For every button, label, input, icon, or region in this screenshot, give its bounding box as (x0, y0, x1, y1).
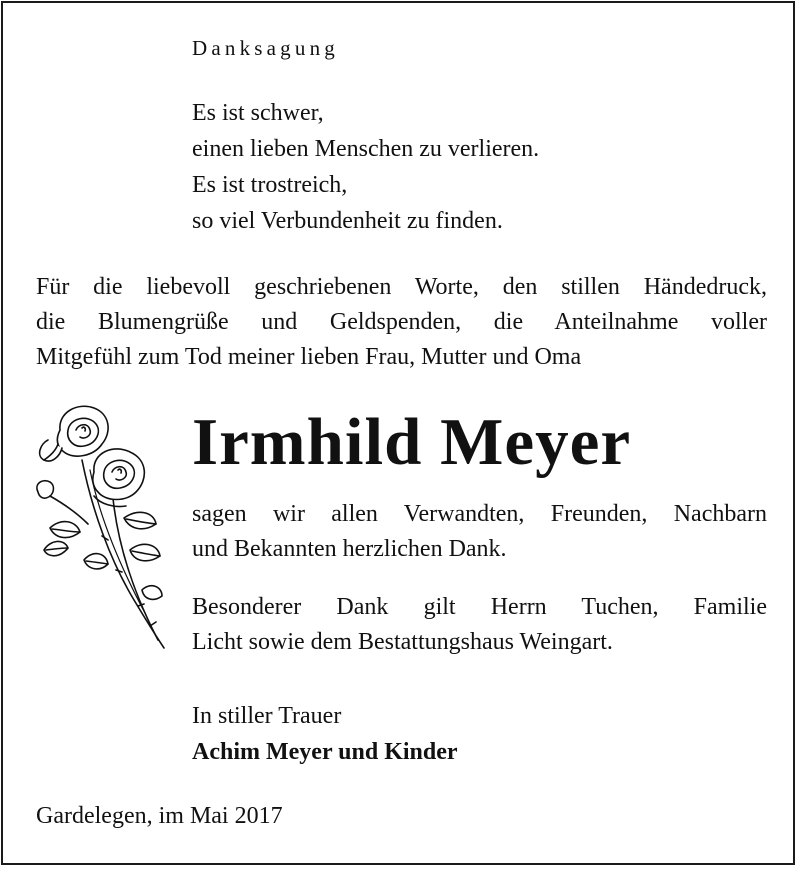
special-thanks-paragraph (192, 590, 767, 660)
closing (192, 698, 458, 770)
closing-phrase: In stiller Trauer (192, 703, 342, 729)
signature: Achim Meyer und Kinder (192, 739, 458, 765)
intro-line: Mitgefühl zum Tod meiner lieben Frau, Mutter und Oma (36, 344, 582, 370)
poem-line: einen lieben Menschen zu verlieren. (192, 136, 540, 162)
intro-paragraph (36, 270, 767, 375)
poem-line: Es ist schwer, (192, 100, 324, 126)
thanks-paragraph (192, 497, 767, 567)
rose-icon (30, 400, 178, 652)
special-thanks-line: Licht sowie dem Bestattungshaus Weingart. (192, 629, 613, 655)
thanks-line: und Bekannten herzlichen Dank. (192, 536, 507, 562)
special-thanks-line: Besonderer Dank gilt Herrn Tuchen, Familie (192, 594, 767, 620)
deceased-name: Irmhild Meyer (192, 405, 632, 479)
notice-heading: Danksagung (192, 36, 339, 60)
thanks-line: sagen wir allen Verwandten, Freunden, Nachbarn (192, 501, 767, 527)
place-date: Gardelegen, im Mai 2017 (36, 803, 283, 829)
intro-line: die Blumengrüße und Geldspenden, die Anteilnahme voller (36, 309, 767, 335)
poem-line: so viel Verbundenheit zu finden. (192, 208, 503, 234)
intro-line: Für die liebevoll geschriebenen Worte, den stillen Händedruck, (36, 274, 767, 300)
poem-line: Es ist trostreich, (192, 172, 348, 198)
poem (192, 95, 652, 239)
